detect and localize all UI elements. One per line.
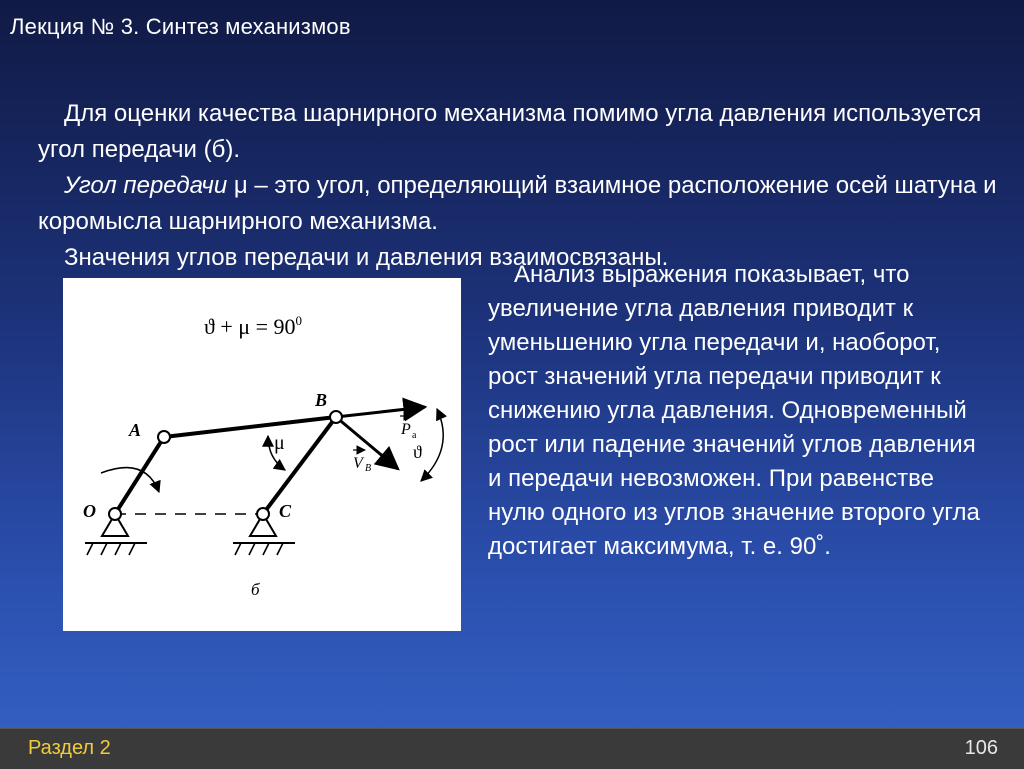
analysis-text	[488, 258, 988, 564]
svg-text:P: P	[401, 421, 411, 438]
label-O: O	[83, 501, 96, 521]
paragraph-1: Для оценки качества шарнирного механизма помимо угла давления используется угол передачи (б).	[38, 100, 982, 163]
footer-bar	[0, 728, 1024, 769]
crank-link	[115, 437, 164, 514]
section-label: Раздел 2	[28, 737, 111, 759]
definition-text: – это угол, определяющий взаимное расположение осей шатуна и коромысла шарнирного механизма.	[38, 172, 997, 235]
formula: $ϑ + \mu = 90^0$	[204, 313, 303, 339]
joint-O	[109, 508, 121, 520]
coupler-link	[164, 417, 336, 437]
label-C: C	[279, 501, 292, 521]
slide-title: Лекция № 3. Синтез механизмов	[10, 14, 351, 39]
svg-text:V: V	[353, 455, 363, 472]
velocity-vector	[336, 417, 398, 469]
term-transmission-angle: Угол передачи	[64, 172, 228, 199]
paragraph-3: Значения углов передачи и давления взаимосвязаны.	[64, 244, 669, 271]
svg-text:B: B	[365, 463, 372, 474]
figure-caption: б	[251, 580, 260, 599]
joint-C	[257, 508, 269, 520]
theta-arc	[421, 409, 443, 481]
svg-text:a: a	[412, 430, 417, 441]
paragraph-2	[38, 168, 998, 240]
label-Pa	[400, 416, 417, 441]
label-A: A	[129, 420, 142, 440]
label-theta: ϑ	[413, 442, 422, 462]
intro-text	[38, 96, 998, 276]
analysis-paragraph: Анализ выражения показывает, что увеличение угла давления приводит к уменьшению угла передачи и, наоборот, рост значений угла передачи приводит к снижению угла давления. Одновременный рост или падение значений углов давления и передачи невозможен. При равенстве нулю одного из углов значение второго угла достигает максимума, т. е. 90˚.	[488, 261, 980, 560]
mu-symbol: μ	[227, 172, 248, 199]
mechanism-figure	[63, 278, 461, 631]
label-mu: μ	[274, 432, 285, 454]
mechanism-diagram	[63, 278, 461, 631]
page-number: 106	[964, 737, 998, 759]
joint-B	[330, 411, 342, 423]
joint-A	[158, 431, 170, 443]
label-VB	[353, 450, 371, 474]
label-B: B	[315, 390, 328, 410]
